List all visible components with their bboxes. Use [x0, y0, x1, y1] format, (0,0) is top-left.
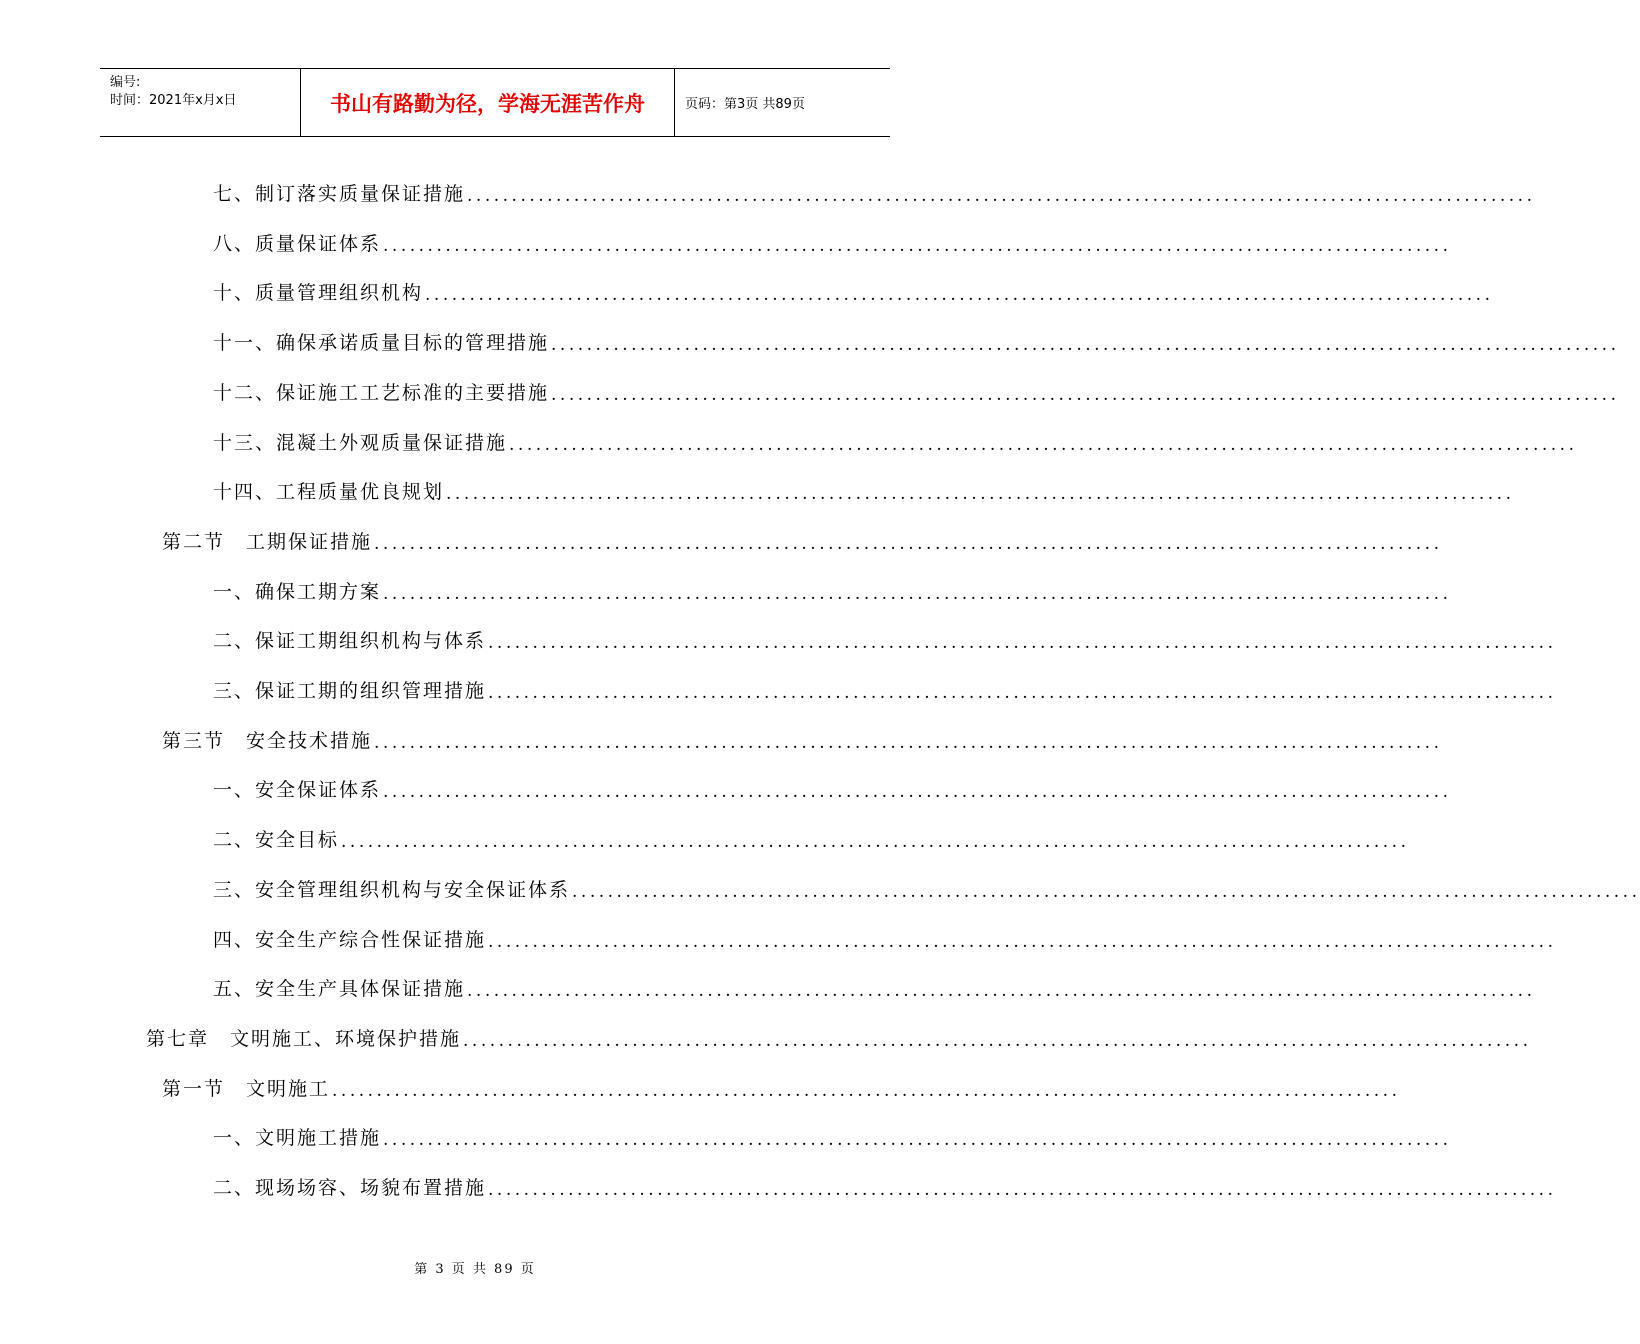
number-label: 编号:	[110, 75, 141, 90]
toc-entry-title: 二、安全目标	[213, 829, 340, 851]
toc-leader-dots: ........................................................................................................................	[374, 534, 1443, 554]
toc-entry[interactable]	[213, 878, 1640, 902]
toc-entry[interactable]	[213, 580, 1452, 604]
toc-entry[interactable]	[213, 232, 1452, 256]
toc-leader-dots: ........................................................................................................................	[488, 932, 1557, 952]
toc-entry[interactable]	[213, 928, 1557, 952]
toc-entry-title: 三、保证工期的组织管理措施	[213, 680, 487, 702]
toc-entry-title: 七、制订落实质量保证措施	[213, 183, 466, 205]
toc-entry-title: 十二、保证施工工艺标准的主要措施	[213, 382, 550, 404]
toc-leader-dots: ........................................................................................................................	[463, 1031, 1532, 1051]
toc-entry-title: 一、文明施工措施	[213, 1127, 382, 1149]
toc-entry[interactable]	[162, 530, 1443, 554]
toc-leader-dots: ........................................................................................................................	[488, 1180, 1557, 1200]
header-page-info: 页码：第3页 共89页	[685, 97, 805, 112]
toc-leader-dots: ........................................................................................................................	[383, 584, 1452, 604]
toc-leader-dots: ........................................................................................................................	[383, 1130, 1452, 1150]
toc-leader-dots: ........................................................................................................................	[551, 335, 1620, 355]
toc-leader-dots: ........................................................................................................................	[488, 633, 1557, 653]
toc-entry[interactable]	[213, 431, 1578, 455]
toc-leader-dots: ........................................................................................................................	[551, 385, 1620, 405]
toc-leader-dots: ........................................................................................................................	[509, 435, 1578, 455]
toc-entry[interactable]	[146, 1027, 1532, 1051]
toc-entry-title: 第一节 文明施工	[162, 1078, 331, 1100]
toc-entry-title: 二、保证工期组织机构与体系	[213, 630, 487, 652]
toc-entry-title: 十四、工程质量优良规划	[213, 481, 445, 503]
toc-entry-title: 二、现场场容、场貌布置措施	[213, 1177, 487, 1199]
toc-entry[interactable]	[213, 778, 1452, 802]
toc-entry[interactable]	[213, 381, 1620, 405]
toc-leader-dots: ........................................................................................................................	[572, 882, 1640, 902]
toc-entry[interactable]	[213, 1176, 1557, 1200]
toc-leader-dots: ........................................................................................................................	[425, 285, 1494, 305]
header-meta	[100, 69, 301, 136]
header-motto: 书山有路勤为径，学海无涯苦作舟	[301, 69, 675, 136]
toc-leader-dots: ........................................................................................................................	[383, 236, 1452, 256]
toc-leader-dots: ........................................................................................................................	[374, 733, 1443, 753]
toc-entry-title: 第三节 安全技术措施	[162, 730, 373, 752]
toc-leader-dots: ........................................................................................................................	[467, 186, 1536, 206]
toc-entry[interactable]	[162, 729, 1443, 753]
toc-entry[interactable]	[213, 1126, 1452, 1150]
toc-leader-dots: ........................................................................................................................	[332, 1081, 1401, 1101]
toc-entry-title: 八、质量保证体系	[213, 233, 382, 255]
toc-leader-dots: ........................................................................................................................	[446, 484, 1515, 504]
toc-entry-title: 一、确保工期方案	[213, 581, 382, 603]
page-footer: 第 3 页 共 89 页	[414, 1262, 536, 1277]
toc-entry[interactable]	[213, 182, 1536, 206]
toc-entry[interactable]	[213, 629, 1557, 653]
page-header	[100, 68, 890, 137]
toc-entry[interactable]	[213, 679, 1557, 703]
toc-entry-title: 十一、确保承诺质量目标的管理措施	[213, 332, 550, 354]
time-label: 时间：2021年x月x日	[110, 93, 237, 108]
toc-entry-title: 第七章 文明施工、环境保护措施	[146, 1028, 462, 1050]
toc-entry[interactable]	[213, 281, 1494, 305]
toc-leader-dots: ........................................................................................................................	[488, 683, 1557, 703]
toc-entry[interactable]	[213, 828, 1410, 852]
toc-entry-title: 一、安全保证体系	[213, 779, 382, 801]
toc-entry-title: 十、质量管理组织机构	[213, 282, 424, 304]
toc-entry-title: 第二节 工期保证措施	[162, 531, 373, 553]
toc-entry-title: 十三、混凝土外观质量保证措施	[213, 432, 508, 454]
toc-entry-title: 五、安全生产具体保证措施	[213, 978, 466, 1000]
toc-leader-dots: ........................................................................................................................	[467, 981, 1536, 1001]
toc-entry-title: 四、安全生产综合性保证措施	[213, 929, 487, 951]
toc-entry[interactable]	[213, 480, 1515, 504]
toc-entry[interactable]	[162, 1077, 1401, 1101]
toc-leader-dots: ........................................................................................................................	[341, 832, 1410, 852]
toc-entry-title: 三、安全管理组织机构与安全保证体系	[213, 879, 571, 901]
toc-entry[interactable]	[213, 977, 1536, 1001]
toc-leader-dots: ........................................................................................................................	[383, 782, 1452, 802]
toc-entry[interactable]	[213, 331, 1620, 355]
